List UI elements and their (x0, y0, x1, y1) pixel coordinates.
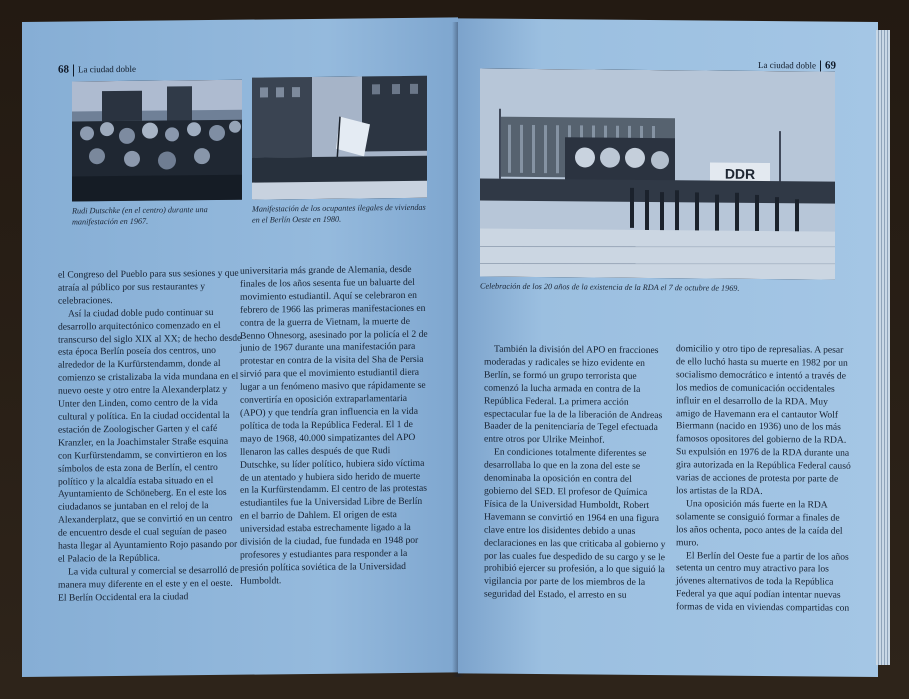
paragraph: el Congreso del Pueblo para sus sesiones y que atraía al público por sus restaurantes y celebraciones. (58, 267, 239, 307)
paragraph: universitaria más grande de Alemania, desde finales de los años sesenta fue un baluarte del movimiento estudiantil. Aquí se celebraron en febrero de 1966 las primeras manifestaciones en contra de la guerra de Vietnam, la muerte de Benno Ohnesorg, asesinado por la policía el 2 de junio de 1967 durante una manifestación para protestar en contra de la visita del Sha de Persia sirvió para que el movimiento estudiantil diera lugar a un fenómeno masivo que rápidamente se convertiría en oposición extraparlamentaria (APO) y que tendría gran influencia en la vida política de toda la República Federal. El 1 de mayo de 1968, 40.000 simpatizantes del APO llenaron las calles después de que Rudi Dutschke, su líder político, hubiera sido víctima de un atentado y hubiera sido herido de muerte en la Kurfürstendamm. El centro de las protestas estudiantiles fue la Universidad Libre de Berlín en el barrio de Dahlem. El origen de esta universidad estaba estrechamente ligado a la división de la ciudad, fue fundada en 1948 por profesores y estudiantes para responder a la presión política soviética de la Universidad Humboldt. (240, 263, 428, 587)
photo-2-caption: Manifestación de los ocupantes ilegales de viviendas en el Berlín Oeste en 1980. (252, 202, 426, 225)
paragraph: El Berlín del Oeste fue a partir de los años setenta un centro muy atractivo para los jóvenes alternativos de toda la República Federal ya que aquí podían intentar nuevas formas de vida en viviendas compartidas con (676, 549, 850, 614)
right-page-number: 69 (825, 59, 836, 72)
photo-1-caption: Rudi Dutschke (en el centro) durante una manifestación en 1967. (72, 205, 208, 227)
paragraph: Así la ciudad doble pudo continuar su desarrollo arquitectónico comenzado en el transcurso del siglo XIX al XX; de hecho desde esta época Berlín poseía dos centros, uno alrededor de la Kurfürstendamm, donde al comienzo se cristalizaba la vida mundana en el nuevo oeste y otro entre la Alexanderplatz y Unter den Linden, como centro de la vida cultural y política. En la ciudad occidental la estación de Zoologischer Garten y el café Kranzler, en la Joachimstaler Straße esquina con Kurfürstendamm, se convirtieron en los símbolos de esta zona de Berlín, el centro político y la alcaldía estaba situado en el Ayuntamiento de Schöneberg. En el este los ciudadanos se juntaban en el reloj de la Alexanderplatz, que se convirtió en un centro de encuentro desde el cual seguían de paseo hasta llegar al Ayuntamiento Rojo pasando por el Palacio de la República. (58, 306, 242, 565)
street-protest-photo (252, 76, 427, 200)
parade-photo (480, 69, 835, 280)
right-page (458, 18, 878, 677)
paragraph: En condiciones totalmente diferentes se desarrollaba lo que en la zona del este se denominaba la oposición en contra del gobierno del SED. El profesor de Química Física de la Universidad Humboldt, Robert Havemann se convirtió en 1964 en una figura clave entre los disidentes debido a unas declaraciones en las que criticaba al gobierno y por las cuales fue despedido de su cargo y se le prohibió ejercer su profesión, a lo que siguió la vigilancia por parte de los miembros de la seguridad del Estado, el arresto en su (484, 446, 666, 602)
ddr-sign-text: DDR (724, 165, 756, 182)
photo-ddr-anniversary-parade (480, 69, 835, 280)
right-header-title: La ciudad doble (758, 59, 816, 71)
left-page (22, 17, 458, 677)
left-header-title: La ciudad doble (78, 63, 136, 75)
crowd-photo (72, 80, 242, 202)
page-edges (876, 30, 890, 665)
paragraph: También la división del APO en fracciones moderadas y radicales se hizo evidente en Berlín, se formó un grupo terrorista que comenzó la lucha armada en contra de la República Federal. La primera acción espectacular fue la de la liberación de Andreas Baader de la penitenciaría de Tegel efectuada entre otros por Ulrike Meinhof. (484, 343, 663, 446)
header-divider (73, 64, 74, 76)
left-text-column-1 (58, 268, 243, 605)
left-text-column-2 (240, 264, 430, 589)
photo-squatters-demonstration (252, 76, 427, 200)
paragraph: La vida cultural y comercial se desarrolló de manera muy diferente en el este y en el oeste. El Berlín Occidental era la ciudad (58, 564, 239, 604)
photo-dutschke-demonstration (72, 80, 242, 202)
left-running-head (58, 63, 136, 77)
paragraph: domicilio y otro tipo de represalias. A pesar de ello luchó hasta su muerte en 1982 por un socialismo democrático e intentó a través de los medios de comunicación occidentales influir en el desarrollo de la RDA. Muy amigo de Havemann era el cantautor Wolf Biermann (nacido en 1936) uno de los más famosos opositores del gobierno de la RDA. Su expulsión en 1976 de la RDA durante una gira autorizada en la República Federal causó varias de acciones de protesta por parte de los artistas de la RDA. (676, 343, 851, 497)
right-text-column-2 (676, 343, 851, 616)
paragraph: Una oposición más fuerte en la RDA solamente se consiguió formar a finales de los años ochenta, poco antes de la caída del muro. (676, 498, 843, 549)
left-page-number: 68 (58, 63, 69, 76)
right-text-column-1 (484, 344, 666, 604)
photo-3-caption: Celebración de los 20 años de la existencia de la RDA el 7 de octubre de 1969. (480, 281, 740, 293)
